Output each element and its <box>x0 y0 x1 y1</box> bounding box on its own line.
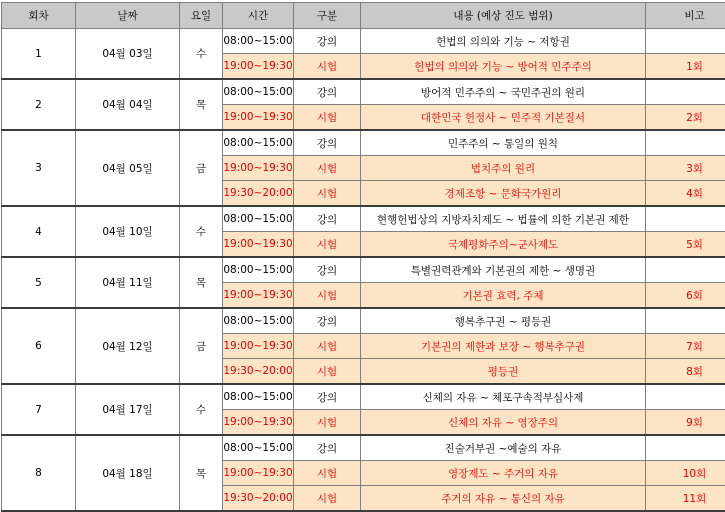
table-row <box>2 29 725 54</box>
session-number: 7 <box>2 384 76 435</box>
time-cell: 19:00~19:30 <box>223 156 294 181</box>
table-row <box>2 384 725 410</box>
type-cell: 강의 <box>294 130 361 156</box>
note-cell <box>646 384 725 410</box>
type-cell: 시험 <box>294 461 361 486</box>
note-cell <box>646 29 725 54</box>
type-cell: 시험 <box>294 105 361 131</box>
header-date: 날짜 <box>76 3 180 29</box>
note-cell: 11회 <box>646 486 725 512</box>
session-day: 목 <box>180 435 223 511</box>
note-cell <box>646 308 725 334</box>
note-cell: 10회 <box>646 461 725 486</box>
note-cell <box>646 79 725 105</box>
session-number: 6 <box>2 308 76 384</box>
time-cell: 19:00~19:30 <box>223 461 294 486</box>
type-cell: 시험 <box>294 359 361 385</box>
session-date: 04월 17일 <box>76 384 180 435</box>
table-row <box>2 79 725 105</box>
content-cell: 헌법의 의의와 기능 ~ 저항권 <box>361 29 646 54</box>
table-row <box>2 206 725 232</box>
header-note: 비고 <box>646 3 725 29</box>
content-cell: 경제조항 ~ 문화국가원리 <box>361 181 646 207</box>
note-cell <box>646 257 725 283</box>
header-type: 구분 <box>294 3 361 29</box>
note-cell: 9회 <box>646 410 725 436</box>
time-cell: 19:30~20:00 <box>223 359 294 385</box>
time-cell: 08:00~15:00 <box>223 130 294 156</box>
note-cell: 5회 <box>646 232 725 258</box>
time-cell: 19:00~19:30 <box>223 54 294 80</box>
note-cell <box>646 130 725 156</box>
type-cell: 시험 <box>294 232 361 258</box>
content-cell: 법치주의 원리 <box>361 156 646 181</box>
time-cell: 19:00~19:30 <box>223 105 294 131</box>
session-day: 금 <box>180 130 223 206</box>
content-cell: 헌법의 의의와 기능 ~ 방어적 민주주의 <box>361 54 646 80</box>
type-cell: 시험 <box>294 410 361 436</box>
time-cell: 08:00~15:00 <box>223 435 294 461</box>
type-cell: 강의 <box>294 308 361 334</box>
content-cell: 진술거부권 ~예술의 자유 <box>361 435 646 461</box>
time-cell: 19:00~19:30 <box>223 283 294 309</box>
content-cell: 주거의 자유 ~ 통신의 자유 <box>361 486 646 512</box>
session-number: 3 <box>2 130 76 206</box>
time-cell: 08:00~15:00 <box>223 29 294 54</box>
session-number: 4 <box>2 206 76 257</box>
session-number: 8 <box>2 435 76 511</box>
note-cell <box>646 435 725 461</box>
content-cell: 영장제도 ~ 주거의 자유 <box>361 461 646 486</box>
session-date: 04월 03일 <box>76 29 180 80</box>
session-date: 04월 11일 <box>76 257 180 308</box>
table-row <box>2 435 725 461</box>
header-day: 요일 <box>180 3 223 29</box>
table-row <box>2 308 725 334</box>
content-cell: 신체의 자유 ~ 체포구속적부심사제 <box>361 384 646 410</box>
session-date: 04월 10일 <box>76 206 180 257</box>
schedule-body <box>2 29 725 512</box>
time-cell: 19:00~19:30 <box>223 334 294 359</box>
header-content: 내용 (예상 진도 범위) <box>361 3 646 29</box>
time-cell: 19:00~19:30 <box>223 232 294 258</box>
session-day: 수 <box>180 384 223 435</box>
time-cell: 08:00~15:00 <box>223 79 294 105</box>
session-number: 2 <box>2 79 76 130</box>
session-day: 목 <box>180 257 223 308</box>
type-cell: 강의 <box>294 79 361 105</box>
type-cell: 시험 <box>294 54 361 80</box>
type-cell: 강의 <box>294 29 361 54</box>
session-day: 금 <box>180 308 223 384</box>
type-cell: 강의 <box>294 206 361 232</box>
session-number: 1 <box>2 29 76 80</box>
note-cell: 1회 <box>646 54 725 80</box>
schedule-table <box>1 2 725 512</box>
session-day: 수 <box>180 206 223 257</box>
header-time: 시간 <box>223 3 294 29</box>
table-row <box>2 130 725 156</box>
type-cell: 시험 <box>294 486 361 512</box>
session-date: 04월 12일 <box>76 308 180 384</box>
time-cell: 08:00~15:00 <box>223 308 294 334</box>
header-row <box>2 3 725 29</box>
session-date: 04월 05일 <box>76 130 180 206</box>
note-cell: 3회 <box>646 156 725 181</box>
type-cell: 강의 <box>294 257 361 283</box>
session-day: 수 <box>180 29 223 80</box>
time-cell: 19:30~20:00 <box>223 181 294 207</box>
content-cell: 신체의 자유 ~ 영장주의 <box>361 410 646 436</box>
note-cell <box>646 206 725 232</box>
time-cell: 08:00~15:00 <box>223 206 294 232</box>
content-cell: 특별권력관계와 기본권의 제한 ~ 생명권 <box>361 257 646 283</box>
content-cell: 기본권 효력, 주체 <box>361 283 646 309</box>
session-date: 04월 18일 <box>76 435 180 511</box>
content-cell: 기본권의 제한과 보장 ~ 행복추구권 <box>361 334 646 359</box>
time-cell: 19:30~20:00 <box>223 486 294 512</box>
note-cell: 6회 <box>646 283 725 309</box>
session-number: 5 <box>2 257 76 308</box>
content-cell: 현행헌법상의 지방자치제도 ~ 법률에 의한 기본권 제한 <box>361 206 646 232</box>
note-cell: 2회 <box>646 105 725 131</box>
type-cell: 시험 <box>294 334 361 359</box>
content-cell: 민주주의 ~ 통일의 원칙 <box>361 130 646 156</box>
note-cell: 7회 <box>646 334 725 359</box>
content-cell: 대한민국 헌정사 ~ 민주적 기본질서 <box>361 105 646 131</box>
type-cell: 시험 <box>294 181 361 207</box>
type-cell: 시험 <box>294 283 361 309</box>
content-cell: 평등권 <box>361 359 646 385</box>
content-cell: 행복추구권 ~ 평등권 <box>361 308 646 334</box>
note-cell: 4회 <box>646 181 725 207</box>
session-date: 04월 04일 <box>76 79 180 130</box>
content-cell: 국제평화주의~군사제도 <box>361 232 646 258</box>
note-cell: 8회 <box>646 359 725 385</box>
time-cell: 19:00~19:30 <box>223 410 294 436</box>
content-cell: 방어적 민주주의 ~ 국민주권의 원리 <box>361 79 646 105</box>
table-row <box>2 257 725 283</box>
time-cell: 08:00~15:00 <box>223 384 294 410</box>
type-cell: 강의 <box>294 384 361 410</box>
type-cell: 시험 <box>294 156 361 181</box>
session-day: 목 <box>180 79 223 130</box>
header-session: 회차 <box>2 3 76 29</box>
time-cell: 08:00~15:00 <box>223 257 294 283</box>
type-cell: 강의 <box>294 435 361 461</box>
